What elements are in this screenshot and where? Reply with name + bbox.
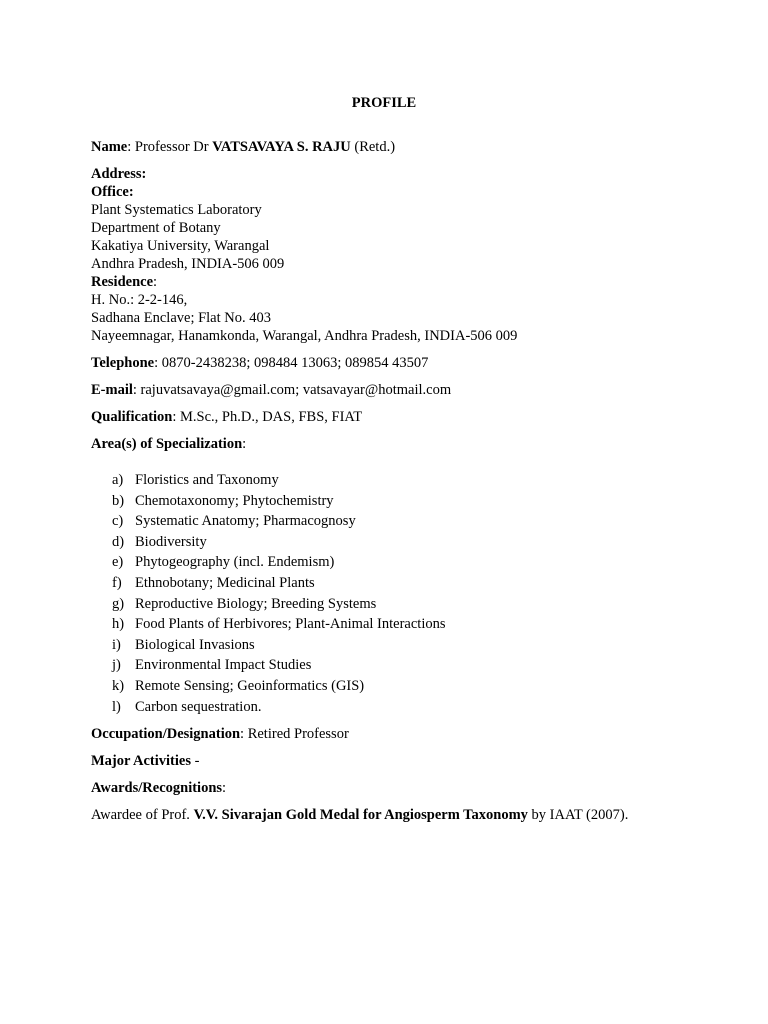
- office-line: Andhra Pradesh, INDIA-506 009: [91, 256, 285, 272]
- email-line: [91, 381, 731, 399]
- list-item-text: Phytogeography (incl. Endemism): [135, 554, 335, 571]
- list-item: [91, 594, 731, 615]
- specialization-label: Area(s) of Specialization: [91, 436, 243, 452]
- list-item: [91, 511, 731, 532]
- office-line: Kakatiya University, Warangal: [91, 238, 270, 254]
- telephone-line: [91, 354, 731, 372]
- list-item: [91, 635, 731, 656]
- specialization-colon: :: [242, 436, 247, 452]
- page-title: PROFILE: [351, 95, 417, 111]
- awards-heading: [91, 779, 731, 797]
- list-item: [91, 697, 731, 718]
- list-item-text: Biodiversity: [135, 533, 207, 550]
- residence-line: Sadhana Enclave; Flat No. 403: [91, 310, 271, 326]
- email-value: : rajuvatsavaya@gmail.com; vatsavayar@hotmail.com: [132, 382, 452, 398]
- list-marker: l): [112, 698, 121, 715]
- residence-line: H. No.: 2-2-146,: [91, 292, 188, 308]
- list-marker: c): [112, 513, 124, 530]
- name-label: Name: [91, 139, 128, 155]
- qualification-label: Qualification: [91, 409, 173, 425]
- major-activities-value: -: [191, 753, 200, 770]
- list-item: [91, 614, 731, 635]
- name-line: [91, 138, 731, 156]
- occupation-line: [91, 725, 731, 743]
- list-marker: k): [112, 677, 125, 694]
- specialization-heading: [91, 435, 731, 453]
- awards-label: Awards/Recognitions: [91, 780, 223, 797]
- list-item-text: Food Plants of Herbivores; Plant-Animal Interactions: [135, 616, 446, 633]
- qualification-value: : M.Sc., Ph.D., DAS, FBS, FIAT: [172, 409, 363, 425]
- list-item-text: Systematic Anatomy; Pharmacognosy: [135, 513, 356, 530]
- name-suffix: (Retd.): [350, 139, 396, 155]
- list-item: [91, 470, 731, 491]
- list-item-text: Floristics and Taxonomy: [135, 472, 279, 488]
- office-line: Department of Botany: [91, 220, 221, 236]
- qualification-line: [91, 408, 731, 426]
- office-line: Plant Systematics Laboratory: [91, 202, 262, 218]
- profile-content: [91, 138, 731, 824]
- major-activities-label: Major Activities: [91, 753, 191, 770]
- list-item-text: Reproductive Biology; Breeding Systems: [135, 595, 377, 612]
- specialization-list: [91, 470, 731, 717]
- occupation-label: Occupation/Designation: [91, 726, 241, 743]
- telephone-label: Telephone: [91, 355, 155, 371]
- list-item: [91, 573, 731, 594]
- residence-colon: :: [153, 274, 158, 290]
- residence-label: Residence: [91, 274, 154, 290]
- email-label: E-mail: [91, 382, 133, 398]
- list-marker: b): [112, 492, 125, 509]
- list-item-text: Carbon sequestration.: [135, 698, 262, 715]
- telephone-value: : 0870-2438238; 098484 13063; 089854 43507: [154, 355, 429, 371]
- list-marker: j): [112, 657, 121, 674]
- list-item: [91, 532, 731, 553]
- list-marker: f): [112, 574, 122, 591]
- occupation-value: : Retired Professor: [240, 726, 349, 743]
- list-item: [91, 655, 731, 676]
- list-item: [91, 552, 731, 573]
- name-prefix: : Professor Dr: [127, 139, 213, 155]
- list-marker: h): [112, 616, 125, 633]
- list-marker: a): [112, 472, 124, 488]
- list-marker: d): [112, 533, 125, 550]
- list-item-text: Ethnobotany; Medicinal Plants: [135, 574, 315, 591]
- list-item-text: Chemotaxonomy; Phytochemistry: [135, 492, 334, 509]
- list-marker: e): [112, 554, 124, 571]
- major-activities-line: [91, 752, 731, 770]
- list-marker: g): [112, 595, 125, 612]
- list-item: [91, 676, 731, 697]
- awards-colon: :: [222, 780, 227, 797]
- address-label: Address:: [91, 166, 147, 182]
- name-value: VATSAVAYA S. RAJU: [212, 139, 351, 155]
- list-marker: i): [112, 636, 121, 653]
- residence-line: Nayeemnagar, Hanamkonda, Warangal, Andhra Pradesh, INDIA-506 009: [91, 328, 518, 344]
- awards-text-prefix: Awardee of Prof.: [91, 807, 194, 824]
- awards-text: [91, 806, 731, 824]
- list-item-text: Environmental Impact Studies: [135, 657, 312, 674]
- list-item-text: Remote Sensing; Geoinformatics (GIS): [135, 677, 365, 694]
- list-item: [91, 491, 731, 512]
- list-item-text: Biological Invasions: [135, 636, 255, 653]
- address-block: [91, 165, 731, 345]
- awards-text-bold: V.V. Sivarajan Gold Medal for Angiosperm Taxonomy: [193, 807, 528, 824]
- awards-text-suffix: by IAAT (2007).: [527, 807, 629, 824]
- office-label: Office:: [91, 184, 134, 200]
